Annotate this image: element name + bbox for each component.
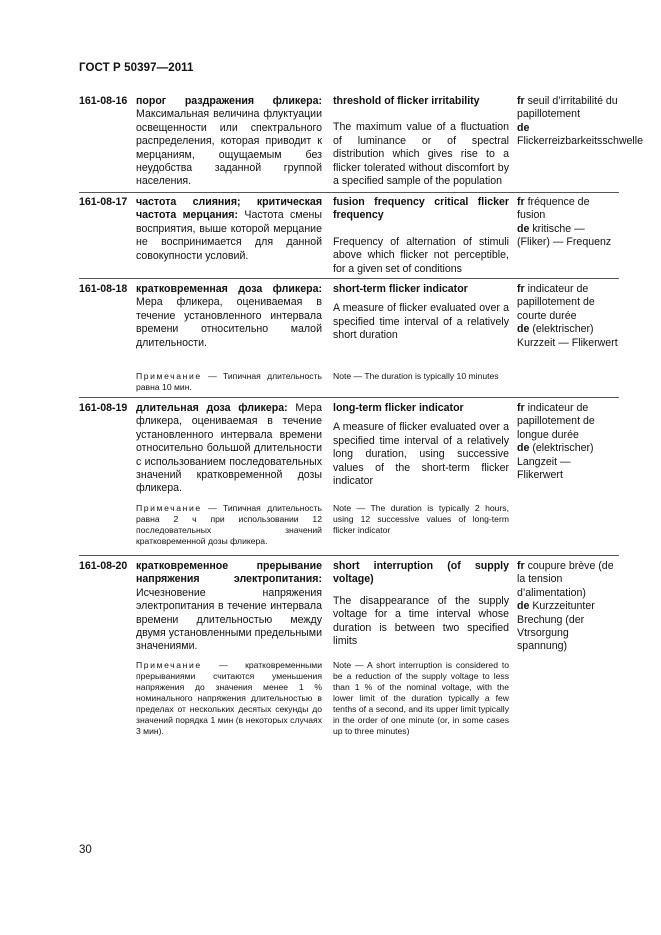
ru-definition	[136, 560, 322, 654]
en-definition	[333, 402, 509, 488]
de-term: kritische — (Fliker) — Frequenz	[517, 222, 612, 249]
en-definition	[333, 95, 509, 188]
de-term: (elektrischer) Kurzzeit — Flikerwert	[517, 323, 618, 349]
row-divider	[79, 555, 619, 556]
ru-def-text: Максимальная величина флуктуации освещенности или спектрального распределения, которая приводит к мерцаниям, ощущаемым без неудобства заданной группой населения.	[136, 108, 322, 188]
en-term: short interruption (of supply voltage)	[333, 560, 509, 586]
translations: fr fréquence de fusion de kritische — (Fliker) — Frequenz	[517, 196, 612, 249]
ru-term: кратковременное прерывание напряжения электропитания:	[136, 560, 322, 586]
fr-term: seuil d’irritabilité du papillotement	[517, 95, 618, 121]
row-divider	[79, 397, 619, 398]
ru-note	[136, 660, 322, 737]
fr-term: fréquence de fusion	[517, 196, 590, 222]
en-note: Note — The duration is typically 10 minutes	[333, 371, 499, 381]
en-term: long-term flicker indicator	[333, 402, 464, 414]
document-header: ГОСТ Р 50397—2011	[79, 62, 194, 74]
entry-number: 161-08-19	[79, 402, 128, 414]
ru-term: кратковременная доза фликера:	[136, 283, 322, 295]
translations: fr indicateur de papillotement de longue durée de (elektrischer) Langzeit — Flikerwert	[517, 402, 595, 482]
en-note: Note — The duration is typically 2 hours, using 12 successive values of long-term flicker indicator	[333, 503, 509, 535]
ru-note	[136, 503, 322, 547]
ru-definition	[136, 95, 322, 189]
page-number: 30	[79, 844, 92, 856]
row-divider	[79, 192, 619, 193]
ru-note-label: Примечание	[136, 503, 202, 513]
ru-def-text: Мера фликера, оцениваемая в течение установленного интервала времени относительно большой длительности с использованием последовательных значений кратковременной дозы фликера.	[136, 402, 322, 495]
en-note: Note — A short interruption is considered to be a reduction of the supply voltage to less than 1 % of the nominal voltage, with the lower limit of the duration typically a few tenths of a second, and its upper limit typically in the order of one minute (or, in some cases up to three minutes)	[333, 660, 509, 736]
ru-definition	[136, 402, 322, 496]
entry-number: 161-08-16	[79, 95, 128, 107]
ru-term: порог раздражения фликера:	[136, 95, 322, 107]
row-divider	[79, 278, 619, 279]
en-term: short-term flicker indicator	[333, 283, 468, 295]
ru-def-text: Исчезновение напряжения электропитания в течение интервала времени длительностью между двумя установленными предельными значениями.	[136, 586, 322, 653]
ru-term: частота слияния; критическая частота мерцания:	[136, 196, 322, 222]
entry-number: 161-08-17	[79, 196, 128, 208]
ru-note-text: — Типичная длительность равна 10 мин.	[136, 371, 322, 392]
en-definition	[333, 196, 509, 276]
en-def-text: The disappearance of the supply voltage for a time interval whose duration is between two specified limits	[333, 594, 509, 648]
en-def-text: The maximum value of a fluctuation of luminance or of spectral distribution which gives rise to a flicker tolerated without discomfort by a specified sample of the population	[333, 121, 509, 188]
de-term: Flickerreizbarkeitsschwelle	[517, 135, 643, 148]
en-def-text: Frequency of alternation of stimuli above which flicker not perceptible, for a given set of conditions	[333, 235, 509, 275]
en-term: threshold of flicker irritability	[333, 95, 480, 107]
ru-note-label: Примечание	[136, 660, 202, 670]
de-term: (elektrischer) Langzeit — Flikerwert	[517, 442, 594, 482]
en-definition	[333, 560, 509, 648]
ru-term: длительная доза фликера:	[136, 402, 288, 414]
en-def-text: A measure of flicker evaluated over a specified time interval of a relatively long duration, using successive values of the short-term flicker indicator	[333, 421, 509, 488]
entry-number: 161-08-20	[79, 560, 128, 572]
en-definition	[333, 283, 509, 343]
ru-note	[136, 371, 322, 393]
ru-def-text: Частота смены восприятия, выше которой мерцание не воспринимается для данной совокупности условий.	[136, 209, 322, 262]
ru-note-label: Примечание	[136, 371, 202, 381]
translations: fr coupure brève (de la tension d’alimentation) de Kurzzeitunter Brechung (der Vtrsorgung spannung)	[517, 560, 614, 653]
fr-term: indicateur de papillotement de longue durée	[517, 402, 595, 441]
en-term: fusion frequency critical flicker frequency	[333, 196, 509, 222]
fr-term: coupure brève (de la tension d’alimentation)	[517, 560, 614, 599]
translations: fr seuil d’irritabilité du papillotement de Flickerreizbarkeitsschwelle	[517, 95, 643, 148]
translations: fr indicateur de papillotement de courte durée de (elektrischer) Kurzzeit — Flikerwert	[517, 283, 618, 349]
de-term: Kurzzeitunter Brechung (der Vtrsorgung spannung)	[517, 600, 595, 653]
ru-note-text: — кратковременными прерываниями считаются уменьшения напряжения до значения менее 1 % номинального напряжения длительностью в пределах от нескольких десятых секунды до значений порядка 1 мин (в некоторых случаях 3 мин).	[136, 660, 323, 736]
fr-term: indicateur de papillotement de courte durée	[517, 283, 595, 322]
ru-def-text: Мера фликера, оцениваемая в течение установленного интервала времени относительно малой длительности.	[136, 296, 322, 349]
ru-note-text: — Типичная длительность равна 2 ч при использовании 12 последовательных значений кратковременной дозы фликера.	[136, 503, 322, 546]
en-def-text: A measure of flicker evaluated over a specified time interval of a relatively short duration	[333, 302, 509, 342]
ru-definition	[136, 283, 322, 350]
ru-definition	[136, 196, 322, 263]
entry-number: 161-08-18	[79, 283, 128, 295]
